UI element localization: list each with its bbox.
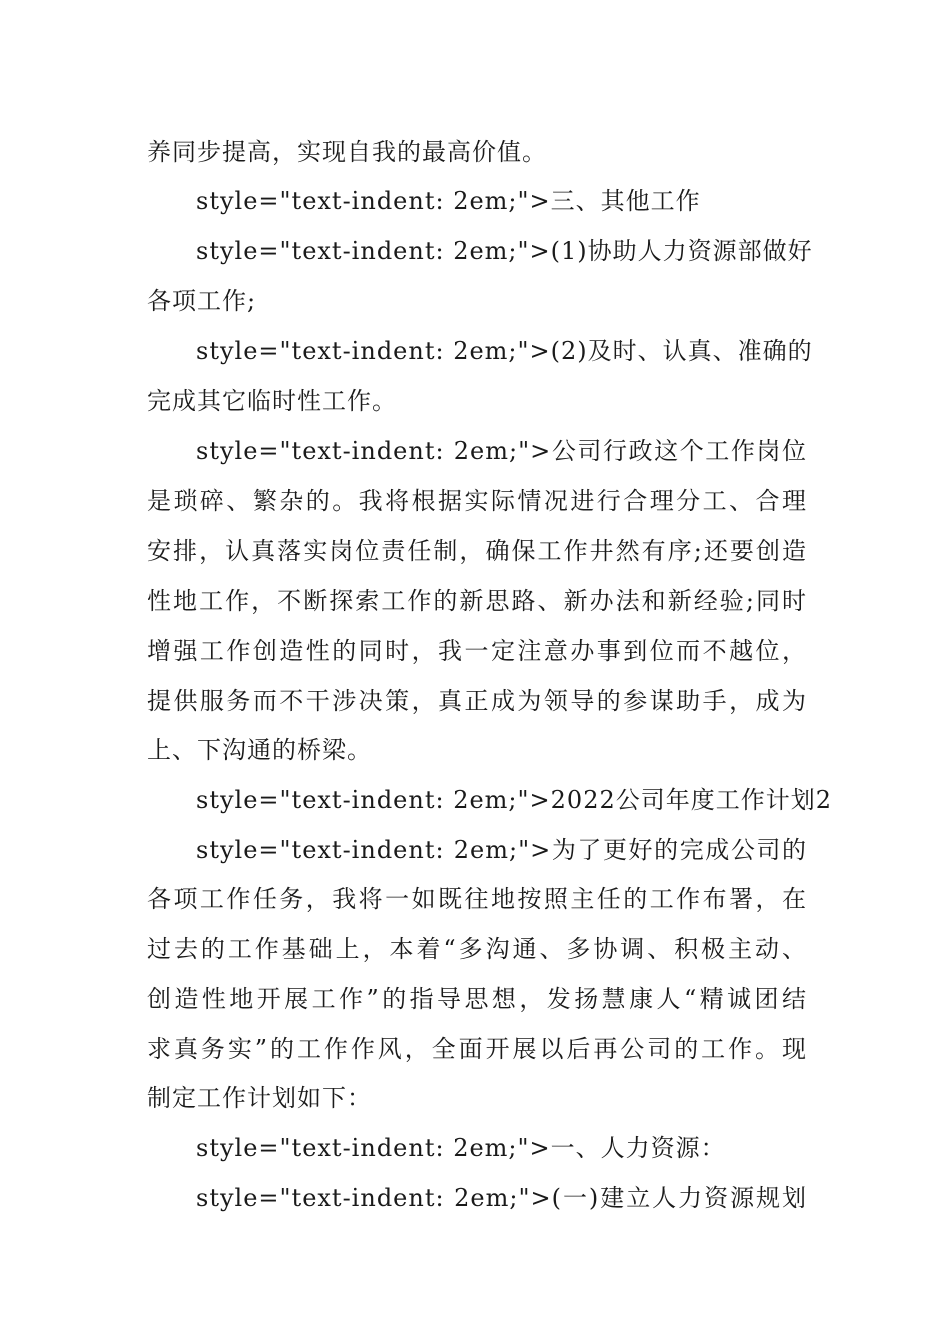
text-line: 上、下沟通的桥梁。 xyxy=(147,736,372,764)
text-line: 各项工作任务，我将一如既往地按照主任的工作布署，在 xyxy=(147,885,807,913)
text-line: style="text-indent: 2em;">三、其他工作 xyxy=(196,187,701,215)
text-line: 性地工作，不断探索工作的新思路、新办法和新经验;同时 xyxy=(147,587,807,615)
text-line: style="text-indent: 2em;">(2)及时、认真、准确的 xyxy=(196,337,813,365)
text-line: 完成其它临时性工作。 xyxy=(147,387,397,415)
text-line: 是琐碎、繁杂的。我将根据实际情况进行合理分工、合理 xyxy=(147,487,807,515)
text-line: 增强工作创造性的同时，我一定注意办事到位而不越位， xyxy=(147,637,807,665)
text-line: style="text-indent: 2em;">公司行政这个工作岗位 xyxy=(196,437,807,465)
text-line: style="text-indent: 2em;">(1)协助人力资源部做好 xyxy=(196,237,813,265)
text-line: 过去的工作基础上，本着“多沟通、多协调、积极主动、 xyxy=(147,935,807,963)
text-line: 安排，认真落实岗位责任制，确保工作井然有序;还要创造 xyxy=(147,537,807,565)
text-line: style="text-indent: 2em;">为了更好的完成公司的 xyxy=(196,836,807,864)
text-line: 各项工作; xyxy=(147,287,257,315)
text-line: style="text-indent: 2em;">一、人力资源： xyxy=(196,1134,726,1162)
text-line: style="text-indent: 2em;">2022公司年度工作计划2 xyxy=(196,786,833,814)
text-line: style="text-indent: 2em;">(一)建立人力资源规划 xyxy=(196,1184,807,1212)
text-line: 提供服务而不干涉决策，真正成为领导的参谋助手，成为 xyxy=(147,687,807,715)
text-line: 创造性地开展工作”的指导思想，发扬慧康人“精诚团结 xyxy=(147,985,807,1013)
text-line: 求真务实”的工作作风，全面开展以后再公司的工作。现 xyxy=(147,1035,807,1063)
text-line: 养同步提高，实现自我的最高价值。 xyxy=(147,138,547,166)
text-line: 制定工作计划如下： xyxy=(147,1084,372,1112)
